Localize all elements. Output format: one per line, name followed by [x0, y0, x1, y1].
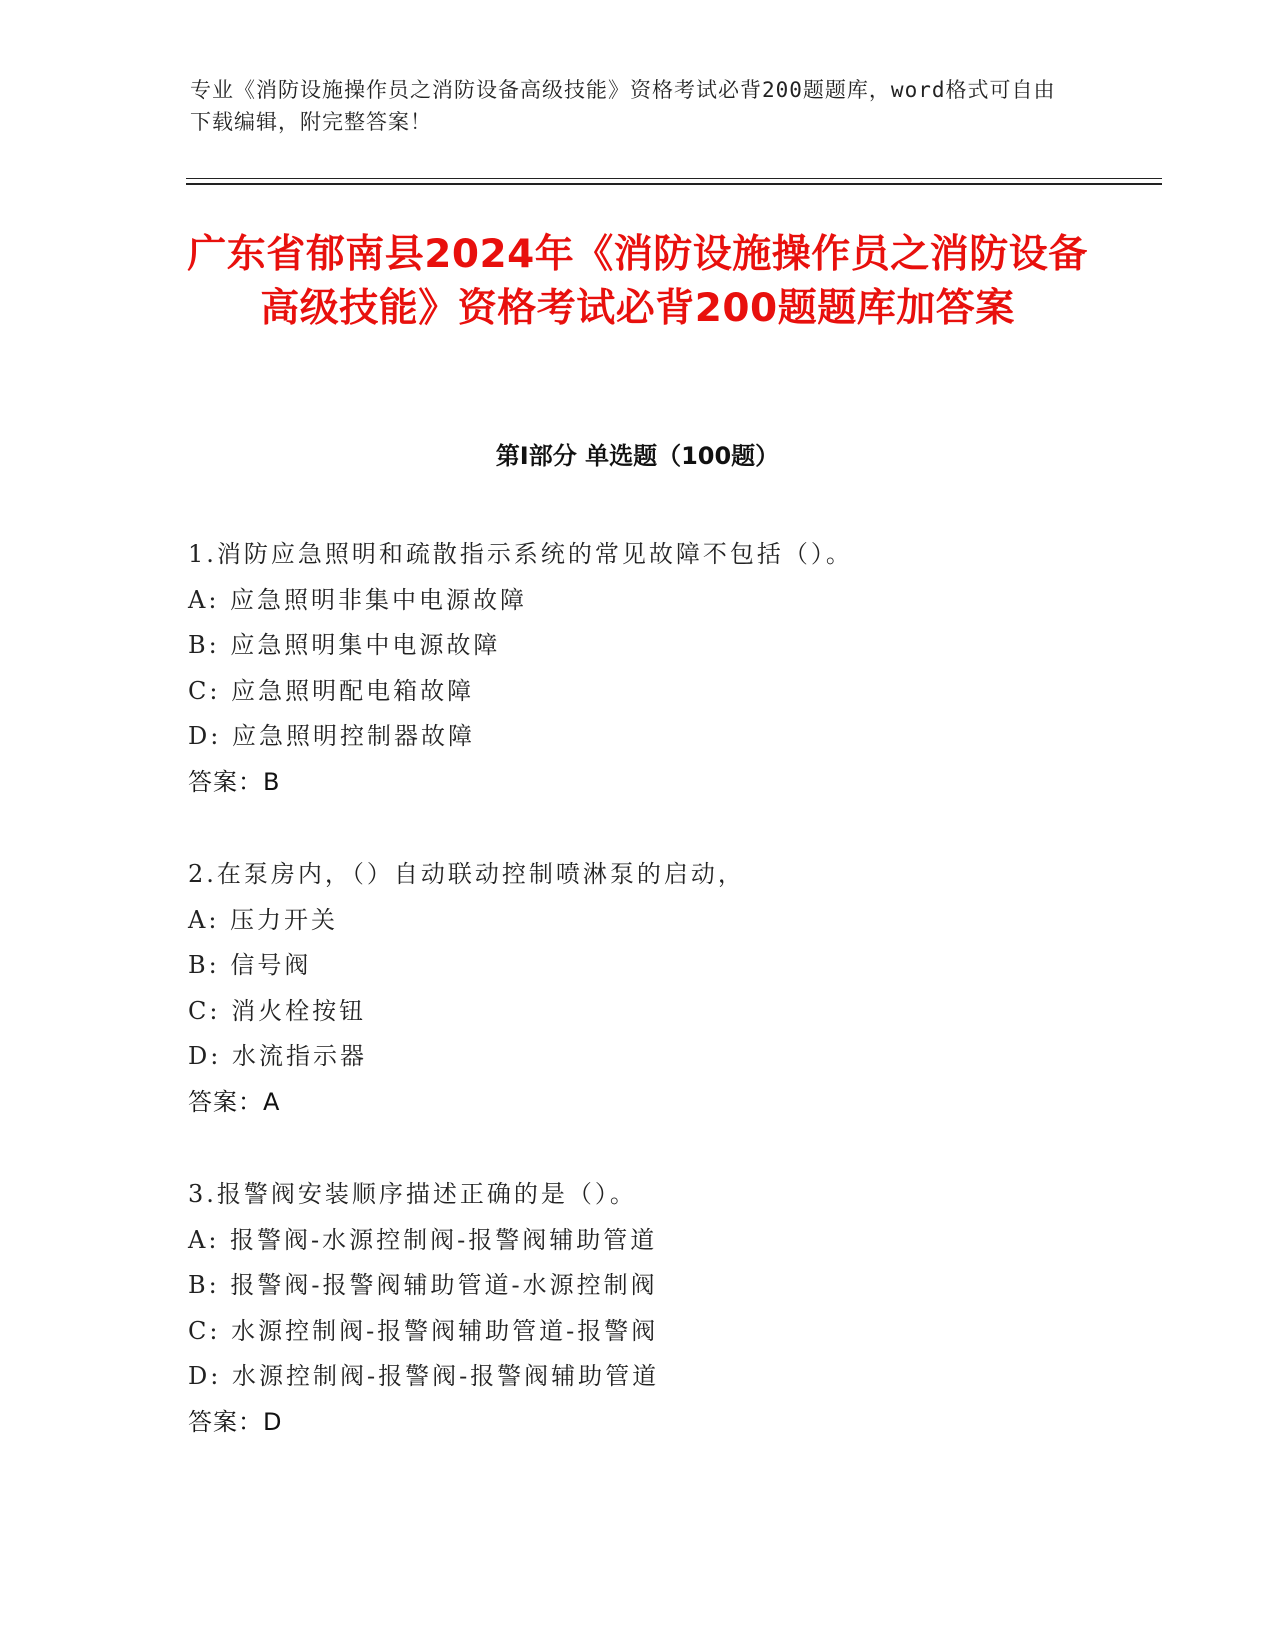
header-rule-thick — [186, 183, 1162, 185]
option-b: B: 应急照明集中电源故障 — [188, 631, 501, 659]
question-2 — [188, 852, 1108, 1125]
option-a: A: 应急照明非集中电源故障 — [188, 585, 528, 614]
option-b: B: 信号阀 — [188, 951, 312, 979]
question-1 — [188, 532, 1108, 805]
question-3 — [188, 1172, 1108, 1445]
option-d: D: 水流指示器 — [188, 1042, 367, 1070]
section-title: 第Ⅰ部分 单选题（100题） — [495, 442, 780, 470]
option-c: C: 消火栓按钮 — [188, 996, 367, 1025]
question-stem: 1.消防应急照明和疏散指示系统的常见故障不包括（）。 — [188, 540, 853, 568]
option-a: A: 压力开关 — [188, 905, 339, 934]
answer-line: 答案：A — [188, 1087, 281, 1116]
option-b: B: 报警阀-报警阀辅助管道-水源控制阀 — [188, 1271, 658, 1299]
option-d: D: 水源控制阀-报警阀-报警阀辅助管道 — [188, 1362, 660, 1390]
question-stem: 3.报警阀安装顺序描述正确的是（）。 — [188, 1180, 637, 1208]
header-rule-thin — [186, 178, 1162, 179]
document-title: 广东省郁南县2024年《消防设施操作员之消防设备高级技能》资格考试必背200题题库加答案 — [187, 232, 1088, 331]
option-d: D: 应急照明控制器故障 — [188, 722, 475, 750]
answer-line: 答案：B — [188, 767, 281, 796]
answer-line: 答案：D — [188, 1407, 283, 1436]
option-a: A: 报警阀-水源控制阀-报警阀辅助管道 — [188, 1225, 658, 1254]
option-c: C: 应急照明配电箱故障 — [188, 676, 475, 705]
header-note: 专业《消防设施操作员之消防设备高级技能》资格考试必背200题题库，word格式可自由下载编辑，附完整答案！ — [190, 78, 1056, 134]
option-c: C: 水源控制阀-报警阀辅助管道-报警阀 — [188, 1316, 659, 1345]
question-stem: 2.在泵房内，（）自动联动控制喷淋泵的启动， — [188, 860, 745, 888]
